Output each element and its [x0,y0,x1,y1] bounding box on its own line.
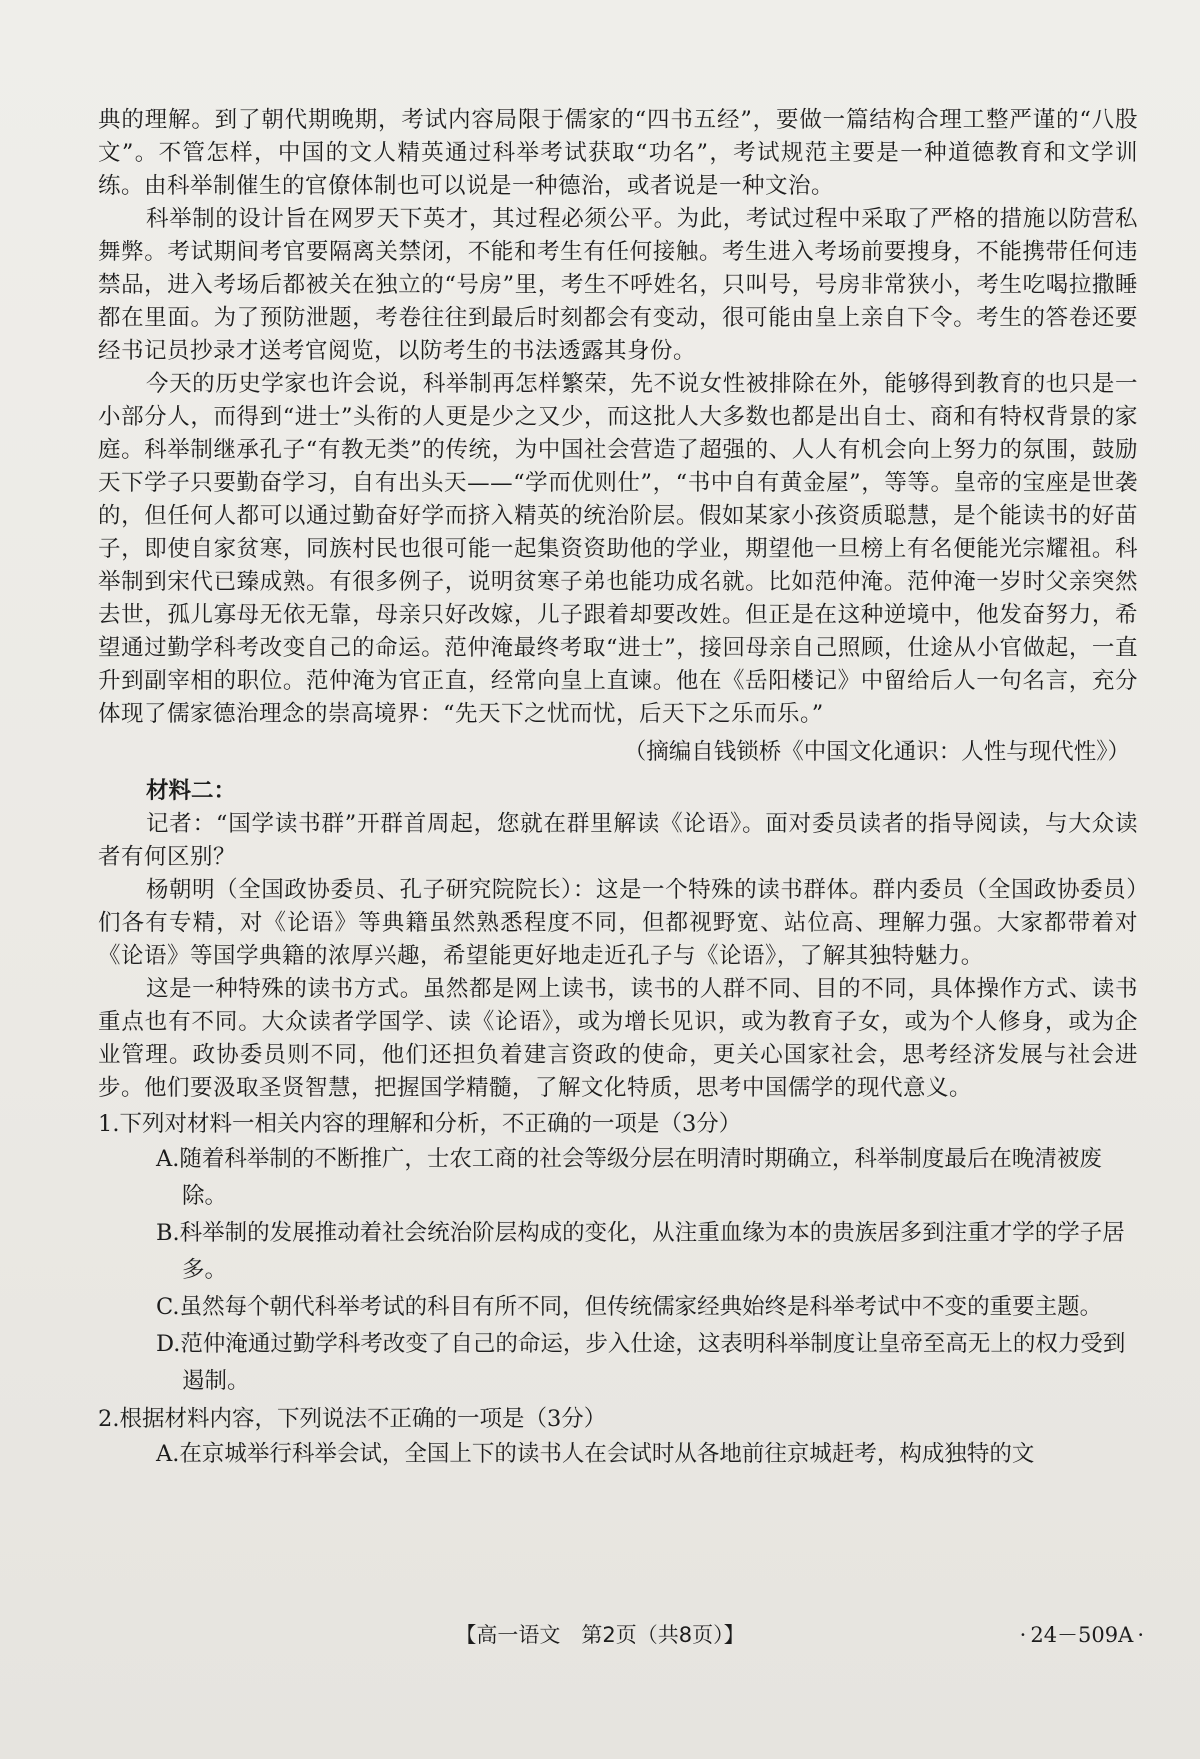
paragraph: 科举制的设计旨在网罗天下英才，其过程必须公平。为此，考试过程中采取了严格的措施以防营私舞弊。考试期间考官要隔离关禁闭，不能和考生有任何接触。考生进入考场前要搜身，不能携带任何违禁品，进入考场后都被关在独立的“号房”里，考生不呼姓名，只叫号，号房非常狭小，考生吃喝拉撒睡都在里面。为了预防泄题，考卷往往到最后时刻都会有变动，很可能由皇上亲自下令。考生的答卷还要经书记员抄录才送考官阅览，以防考生的书法透露其身份。 [98,206,1138,364]
option-c: C.虽然每个朝代科举考试的科目有所不同，但传统儒家经典始终是科举考试中不变的重要主题。 [156,1294,1103,1320]
paragraph: 杨朝明（全国政协委员、孔子研究院院长）：这是一个特殊的读书群体。群内委员（全国政协委员）们各有专精，对《论语》等典籍虽然熟悉程度不同，但都视野宽、站位高、理解力强。大家都带着对《论语》等国学典籍的浓厚兴趣，希望能更好地走近孔子与《论语》，了解其独特魅力。 [98,877,1138,969]
material-heading: 材料二： [146,778,237,804]
page-number: 【高一语文 第2页（共8页）】 [455,1623,745,1647]
option-d: D.范仲淹通过勤学科考改变了自己的命运，步入仕途，这表明科举制度让皇帝至高无上的权力受到遏制。 [156,1331,1126,1394]
question-stem: 1.下列对材料一相关内容的理解和分析，不正确的一项是（3分） [98,1111,742,1137]
paragraph: 记者：“国学读书群”开群首周起，您就在群里解读《论语》。面对委员读者的指导阅读，与大众读者有何区别？ [98,811,1138,870]
dot-right: · [1137,1623,1144,1647]
dot-left: · [1019,1623,1027,1647]
source-citation: （摘编自钱锁桥《中国文化通识：人性与现代性》） [623,739,1130,765]
question-2 [98,1402,1138,1473]
question-1 [98,1107,1138,1400]
question-stem: 2.根据材料内容，下列说法不正确的一项是（3分） [98,1406,607,1432]
option-a: A.在京城举行科举会试，全国上下的读书人在会试时从各地前往京城赶考，构成独特的文 [156,1441,1035,1467]
paragraph: 这是一种特殊的读书方式。虽然都是网上读书，读书的人群不同、目的不同，具体操作方式、读书重点也有不同。大众读者学国学、读《论语》，或为增长见识，或为教育子女，或为个人修身，或为企业管理。政协委员则不同，他们还担负着建言资政的使命，更关心国家社会，思考经济发展与社会进步。他们要汲取圣贤智慧，把握国学精髓，了解文化特质，思考中国儒学的现代意义。 [98,976,1138,1101]
exam-code [1016,1619,1148,1649]
paragraph: 今天的历史学家也许会说，科举制再怎样繁荣，先不说女性被排除在外，能够得到教育的也只是一小部分人，而得到“进士”头衔的人更是少之又少，而这批人大多数也都是出自士、商和有特权背景的家庭。科举制继承孔子“有教无类”的传统，为中国社会营造了超强的、人人有机会向上努力的氛围，鼓励天下学子只要勤奋学习，自有出头天——“学而优则仕”，“书中自有黄金屋”，等等。皇帝的宝座是世袭的，但任何人都可以通过勤奋好学而挤入精英的统治阶层。假如某家小孩资质聪慧，是个能读书的好苗子，即使自家贫寒，同族村民也很可能一起集资资助他的学业，期望他一旦榜上有名便能光宗耀祖。科举制到宋代已臻成熟。有很多例子，说明贫寒子弟也能功成名就。比如范仲淹。范仲淹一岁时父亲突然去世，孤儿寡母无依无靠，母亲只好改嫁，儿子跟着却要改姓。但正是在这种逆境中，他发奋努力，希望通过勤学科考改变自己的命运。范仲淹最终考取“进士”，接回母亲自己照顾，仕途从小官做起，一直升到副宰相的职位。范仲淹为官正直，经常向皇上直谏。他在《岳阳楼记》中留给后人一句名言，充分体现了儒家德治理念的崇高境界：“先天下之忧而忧，后天下之乐而乐。” [98,371,1138,727]
option-b: B.科举制的发展推动着社会统治阶层构成的变化，从注重血缘为本的贵族居多到注重才学的学子居多。 [156,1220,1125,1283]
paragraph: 典的理解。到了朝代期晚期，考试内容局限于儒家的“四书五经”，要做一篇结构合理工整严谨的“八股文”。不管怎样，中国的文人精英通过科举考试获取“功名”，考试规范主要是一种道德教育和文学训练。由科举制催生的官僚体制也可以说是一种德治，或者说是一种文治。 [98,107,1138,199]
exam-code-text: 24－509A [1030,1623,1134,1647]
page-footer [0,1619,1200,1649]
option-a: A.随着科举制的不断推广，士农工商的社会等级分层在明清时期确立，科举制度最后在晚清被废除。 [156,1146,1102,1209]
